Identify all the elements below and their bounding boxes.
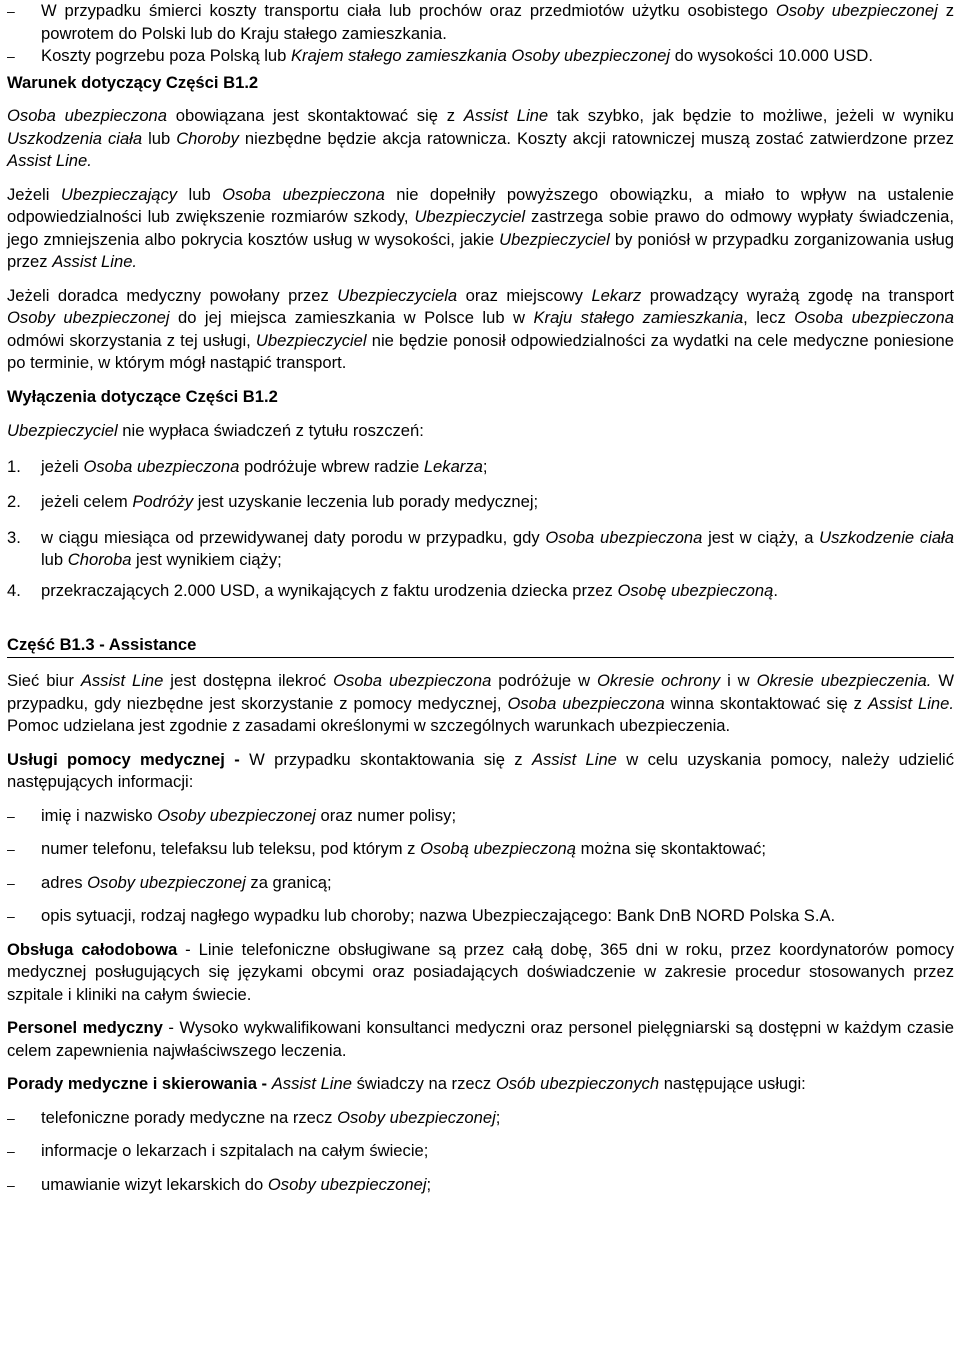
list-item: [7, 872, 954, 895]
italic-term: Osoby ubezpieczonej: [7, 308, 170, 327]
dash-bullet: –: [7, 48, 15, 64]
italic-term: Kraju stałego zamieszkania: [533, 308, 744, 327]
list-item-text: [41, 45, 954, 68]
text-run: Jeżeli: [7, 184, 61, 204]
text-run: lub: [177, 184, 223, 204]
text-run: nie wypłaca świadczeń z tytułu roszczeń:: [117, 421, 424, 440]
italic-term: Osoby ubezpieczonej: [87, 872, 246, 892]
text-run: i w: [720, 671, 757, 690]
italic-term: Osoby ubezpieczonej: [267, 1174, 427, 1194]
text-run: - Linie telefoniczne obsługiwane są przez całą dobę, 365 dni w roku, przez koordynatorów pomocy medycznej posługujących się językami obcymi oraz posiadających doświadczenie w zakresie procedur stosowanych przez szpitale i kliniki na całym świecie.: [7, 939, 954, 1004]
italic-term: Osobą ubezpieczoną: [420, 839, 577, 858]
paragraph-assist-network: [7, 670, 954, 738]
italic-term: Lekarz: [591, 285, 642, 305]
italic-term: Assist Line: [271, 1074, 352, 1093]
dash-bullet: –: [7, 874, 15, 891]
dash-bullet: –: [7, 1143, 15, 1159]
list-item-text: [41, 905, 954, 928]
italic-term: Krajem stałego zamieszkania Osoby ubezpieczonej: [290, 46, 671, 65]
exclusion-text: [41, 527, 954, 572]
text-run: opis sytuacji, rodzaj nagłego wypadku lub choroby; nazwa Ubezpieczającego: Bank DnB NORD Polska S.A.: [41, 906, 836, 925]
text-run: jest dostępna ilekroć: [163, 671, 334, 690]
italic-term: Osoba ubezpieczona: [507, 693, 665, 713]
text-run: oraz miejscowy: [457, 285, 592, 305]
text-run: nie dopełniły powyższego obowiązku, a miało to wpływ na ustalenie odpowiedzialności lub zwiększenie rozmiarów szkody,: [7, 184, 954, 226]
list-item-text: [41, 838, 954, 861]
text-run: W przypadku skontaktowania się z: [249, 749, 532, 769]
text-run: przekraczających 2.000 USD, a wynikających z faktu urodzenia dziecka przez: [41, 580, 618, 600]
italic-term: Uszkodzenia ciała: [7, 128, 143, 148]
list-item-text: [41, 805, 954, 828]
italic-term: Ubezpieczyciel: [7, 421, 118, 440]
exclusion-number: 4.: [7, 580, 21, 600]
paragraph-medical-staff: [7, 1017, 954, 1062]
exclusion-item: [7, 527, 954, 572]
italic-term: Ubezpieczyciel: [255, 330, 367, 350]
paragraph-24h-service: [7, 939, 954, 1007]
text-run: w celu uzyskania pomocy, należy udzielić następujących informacji:: [7, 749, 954, 791]
italic-term: Osoby ubezpieczonej: [775, 1, 938, 20]
list-item-text: [41, 1174, 954, 1197]
dash-bullet: –: [7, 908, 15, 924]
text-run: podróżuje wbrew radzie: [239, 456, 424, 476]
exclusion-text: [41, 491, 954, 514]
text-run: za granicą;: [245, 872, 332, 892]
text-run: jest w ciąży, a: [702, 527, 820, 547]
list-item: [7, 0, 954, 45]
list-item: [7, 1140, 954, 1163]
list-item: [7, 1107, 954, 1130]
text-run: lub: [142, 128, 177, 148]
text-run: , lecz: [743, 308, 795, 327]
italic-term: Osoby ubezpieczonej: [157, 805, 316, 825]
paragraph-medical-advice: [7, 1073, 954, 1096]
text-run: by poniósł w przypadku zorganizowania usług przez: [7, 229, 954, 271]
bold-text-run: Usługi pomocy medycznej -: [7, 749, 250, 769]
text-run: lub: [41, 550, 68, 569]
list-item: [7, 838, 954, 861]
text-run: Sieć biur: [7, 671, 81, 690]
text-run: telefoniczne porady medyczne na rzecz: [41, 1107, 338, 1127]
text-run: - Wysoko wykwalifikowani konsultanci medyczni oraz personel pielęgniarski są dostępni w każdym czasie celem zapewnienia najwłaściwszego leczenia.: [7, 1018, 954, 1060]
bold-text-run: Porady medyczne i skierowania -: [7, 1074, 268, 1093]
text-run: jeżeli celem: [41, 492, 133, 511]
exclusion-item: [7, 491, 954, 514]
italic-term: Assist Line.: [7, 151, 92, 170]
italic-term: Osoba ubezpieczona: [545, 527, 703, 547]
text-run: można się skontaktować;: [576, 839, 767, 858]
text-run: W przypadku, gdy niezbędne jest skorzystanie z pomocy medycznej,: [7, 671, 954, 713]
paragraph-contact-obligation: [7, 105, 954, 173]
italic-term: Ubezpieczyciela: [337, 285, 458, 305]
text-run: z powrotem do Polski lub do Kraju stałego zamieszkania.: [41, 1, 954, 43]
text-run: informacje o lekarzach i szpitalach na całym świecie;: [41, 1141, 429, 1160]
heading-warunek: Warunek dotyczący Części B1.2: [7, 72, 259, 92]
dash-bullet: –: [7, 807, 15, 824]
text-run: do jej miejsca zamieszkania w Polsce lub w: [169, 308, 534, 327]
italic-term: Assist Line: [531, 749, 617, 769]
text-run: obowiązana jest skontaktować się z: [167, 106, 464, 125]
text-run: ;: [495, 1107, 501, 1127]
italic-term: Osób ubezpieczonych: [495, 1074, 660, 1093]
text-run: jeżeli: [41, 456, 84, 476]
text-run: Jeżeli doradca medyczny powołany przez: [7, 285, 338, 305]
italic-term: Osoba ubezpieczona: [7, 106, 168, 125]
text-run: prowadzący wyrażą zgodę na transport: [641, 285, 954, 305]
italic-term: Choroby: [176, 128, 239, 148]
text-run: zastrzega sobie prawo do odmowy wypłaty świadczenia, jego zmniejszenia albo pokrycia kosztów usług w wysokości, jakie: [7, 207, 954, 249]
list-item: [7, 805, 954, 828]
text-run: adres: [41, 872, 88, 892]
text-run: jest uzyskanie leczenia lub porady medycznej;: [193, 492, 539, 511]
italic-term: Osoba ubezpieczona: [333, 671, 492, 690]
list-item: [7, 45, 954, 68]
text-run: ;: [482, 456, 488, 476]
list-item-text: [41, 1107, 954, 1130]
bold-text-run: Personel medyczny: [7, 1018, 163, 1037]
text-run: numer telefonu, telefaksu lub teleksu, pod którym z: [41, 839, 421, 858]
text-run: następujące usługi:: [659, 1074, 806, 1093]
list-item-text: [41, 872, 954, 895]
text-run: imię i nazwisko: [41, 805, 158, 825]
text-run: .: [773, 580, 778, 600]
list-item-text: [41, 0, 954, 45]
exclusion-number: 3.: [7, 527, 21, 547]
text-run: W przypadku śmierci koszty transportu ciała lub prochów oraz przedmiotów użytku osobistego: [41, 1, 776, 20]
italic-term: Lekarza: [423, 456, 483, 476]
italic-term: Assist Line: [463, 106, 549, 125]
exclusion-text: [41, 580, 954, 603]
italic-term: Okresie ochrony: [597, 671, 721, 690]
exclusion-item: [7, 456, 954, 479]
text-run: winna skontaktować się z: [664, 693, 868, 713]
exclusion-item: [7, 580, 954, 603]
italic-term: Osoba ubezpieczona: [794, 308, 954, 327]
text-run: tak szybko, jak będzie to możliwe, jeżeli w wyniku: [548, 106, 954, 125]
section-title: Część B1.3 - Assistance: [7, 634, 954, 658]
list-item: [7, 905, 954, 928]
text-run: umawianie wizyt lekarskich do: [41, 1174, 268, 1194]
italic-term: Choroba: [67, 550, 132, 569]
paragraph-medical-services: [7, 749, 954, 794]
italic-term: Okresie ubezpieczenia.: [756, 671, 932, 690]
italic-term: Assist Line.: [867, 693, 954, 713]
text-run: podróżuje w: [491, 671, 597, 690]
paragraph-exclusions-intro: [7, 420, 954, 443]
paragraph-transport-refusal: [7, 285, 954, 375]
italic-term: Osoba ubezpieczona: [222, 184, 385, 204]
text-run: świadczy na rzecz: [351, 1074, 496, 1093]
list-item-text: [41, 1140, 954, 1163]
italic-term: Assist Line.: [52, 252, 138, 271]
italic-term: Uszkodzenie ciała: [819, 527, 954, 547]
heading-wylaczenia: Wyłączenia dotyczące Części B1.2: [7, 386, 278, 406]
text-run: do wysokości 10.000 USD.: [670, 46, 873, 65]
text-run: nie będzie ponosił odpowiedzialności za wydatki na cele medyczne poniesione po terminie, w którym mógł nastąpić transport.: [7, 330, 954, 372]
text-run: niezbędne będzie akcja ratownicza. Koszty akcji ratowniczej muszą zostać zatwierdzone przez: [238, 128, 954, 148]
bold-text-run: Obsługa całodobowa: [7, 939, 178, 959]
italic-term: Ubezpieczyciel: [499, 229, 610, 249]
dash-bullet: –: [7, 1176, 15, 1193]
text-run: Koszty pogrzebu poza Polską lub: [41, 46, 291, 65]
italic-term: Podróży: [132, 492, 194, 511]
text-run: w ciągu miesiąca od przewidywanej daty porodu w przypadku, gdy: [41, 527, 546, 547]
exclusion-number: 2.: [7, 492, 21, 511]
paragraph-non-compliance: [7, 184, 954, 274]
text-run: jest wynikiem ciąży;: [131, 550, 282, 569]
text-run: Pomoc udzielana jest zgodnie z zasadami określonymi w szczególnych warunkach ubezpieczenia.: [7, 716, 731, 735]
italic-term: Assist Line: [80, 671, 164, 690]
italic-term: Osobę ubezpieczoną: [617, 580, 774, 600]
italic-term: Osoby ubezpieczonej: [337, 1107, 496, 1127]
dash-bullet: –: [7, 841, 15, 857]
dash-bullet: –: [7, 3, 15, 19]
text-run: odmówi skorzystania z tej usługi,: [7, 330, 256, 350]
dash-bullet: –: [7, 1109, 15, 1126]
italic-term: Ubezpieczający: [60, 184, 178, 204]
italic-term: Osoba ubezpieczona: [83, 456, 240, 476]
list-item: [7, 1174, 954, 1197]
exclusion-text: [41, 456, 954, 479]
text-run: oraz numer polisy;: [315, 805, 457, 825]
italic-term: Ubezpieczyciel: [414, 207, 526, 226]
exclusion-number: 1.: [7, 456, 21, 476]
text-run: ;: [426, 1174, 432, 1194]
